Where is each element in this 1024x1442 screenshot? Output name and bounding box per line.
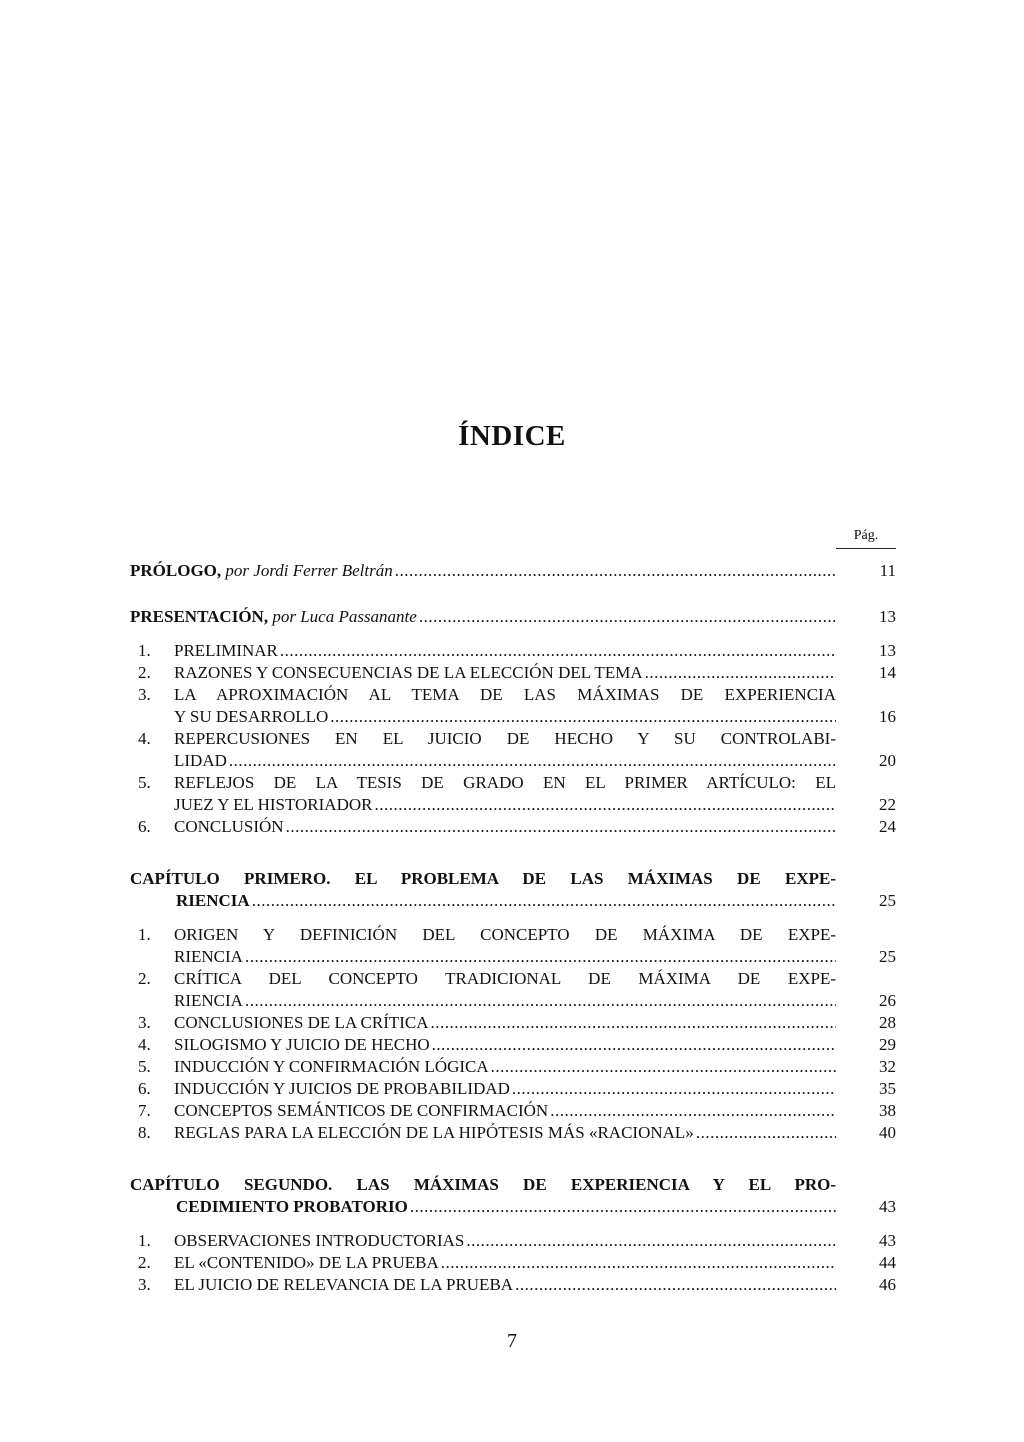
item-text: CONCEPTOS SEMÁNTICOS DE CONFIRMACIÓN — [174, 1101, 549, 1120]
item-text: EL «CONTENIDO» DE LA PRUEBA — [174, 1253, 439, 1272]
chapter-title-continued: CEDIMIENTO PROBATORIO — [176, 1197, 408, 1216]
item-text: INDUCCIÓN Y CONFIRMACIÓN LÓGICA — [174, 1057, 489, 1076]
table-of-contents — [130, 560, 896, 1296]
chapter-1-list — [130, 924, 896, 1144]
list-item — [130, 1012, 896, 1034]
item-number: 1. — [138, 1231, 151, 1250]
item-text: REFLEJOS DE LA TESIS DE GRADO EN EL PRIMER ARTÍCULO: EL — [174, 773, 836, 792]
list-item — [130, 1034, 896, 1056]
item-text-continued: RIENCIA — [174, 947, 243, 966]
dot-leader — [512, 1078, 836, 1100]
item-number: 3. — [138, 685, 151, 704]
chapter-title: CAPÍTULO PRIMERO. EL PROBLEMA DE LAS MÁXIMAS DE EXPE- — [130, 869, 836, 888]
list-item — [130, 1056, 896, 1078]
list-item — [130, 662, 896, 684]
entry-author: por Jordi Ferrer Beltrán — [225, 561, 393, 580]
page-ref: 40 — [879, 1123, 896, 1142]
dot-leader — [491, 1056, 836, 1078]
entry-title: PRÓLOGO, — [130, 561, 222, 580]
list-item — [130, 772, 896, 816]
item-text-continued: RIENCIA — [174, 991, 243, 1010]
item-text: LA APROXIMACIÓN AL TEMA DE LAS MÁXIMAS DE EXPERIENCIA — [174, 685, 836, 704]
dot-leader — [696, 1122, 836, 1144]
item-number: 7. — [138, 1101, 151, 1120]
page-ref: 14 — [879, 663, 896, 682]
item-text: SILOGISMO Y JUICIO DE HECHO — [174, 1035, 430, 1054]
item-number: 5. — [138, 773, 151, 792]
list-item — [130, 924, 896, 968]
dot-leader — [515, 1274, 836, 1296]
dot-leader — [645, 662, 836, 684]
list-item — [130, 640, 896, 662]
dot-leader — [419, 606, 836, 628]
list-item — [130, 1230, 896, 1252]
item-text: RAZONES Y CONSECUENCIAS DE LA ELECCIÓN DEL TEMA — [174, 663, 643, 682]
dot-leader — [431, 1012, 836, 1034]
list-item — [130, 1078, 896, 1100]
item-text: CONCLUSIONES DE LA CRÍTICA — [174, 1013, 429, 1032]
list-item — [130, 968, 896, 1012]
list-item — [130, 1122, 896, 1144]
page-ref: 25 — [879, 947, 896, 966]
item-number: 3. — [138, 1275, 151, 1294]
page-ref: 43 — [879, 1197, 896, 1216]
list-item — [130, 1252, 896, 1274]
item-text: CONCLUSIÓN — [174, 817, 284, 836]
item-text: EL JUICIO DE RELEVANCIA DE LA PRUEBA — [174, 1275, 514, 1294]
dot-leader — [252, 890, 836, 912]
dot-leader — [229, 750, 836, 772]
chapter-title-continued: RIENCIA — [176, 891, 250, 910]
item-number: 1. — [138, 641, 151, 660]
item-number: 5. — [138, 1057, 151, 1076]
toc-entry-prologo — [130, 560, 896, 582]
dot-leader — [466, 1230, 836, 1252]
dot-leader — [395, 560, 836, 582]
page-ref: 46 — [879, 1275, 896, 1294]
toc-entry-chapter-2 — [130, 1174, 896, 1218]
dot-leader — [245, 990, 836, 1012]
dot-leader — [410, 1196, 836, 1218]
dot-leader — [280, 640, 836, 662]
dot-leader — [441, 1252, 836, 1274]
dot-leader — [432, 1034, 836, 1056]
item-number: 1. — [138, 925, 151, 944]
page-title: ÍNDICE — [458, 420, 566, 452]
page-ref: 13 — [879, 607, 896, 626]
toc-entry-chapter-1 — [130, 868, 896, 912]
dot-leader — [245, 946, 836, 968]
item-text-continued: LIDAD — [174, 751, 227, 770]
list-item — [130, 728, 896, 772]
item-number: 2. — [138, 969, 151, 988]
item-text: PRELIMINAR — [174, 641, 278, 660]
chapter-title: CAPÍTULO SEGUNDO. LAS MÁXIMAS DE EXPERIENCIA Y EL PRO- — [130, 1175, 836, 1194]
entry-title: PRESENTACIÓN, — [130, 607, 269, 626]
item-number: 4. — [138, 729, 151, 748]
item-text: REGLAS PARA LA ELECCIÓN DE LA HIPÓTESIS MÁS «RACIONAL» — [174, 1123, 694, 1142]
list-item — [130, 816, 896, 838]
list-item — [130, 684, 896, 728]
list-item — [130, 1100, 896, 1122]
page-ref: 24 — [879, 817, 896, 836]
dot-leader — [374, 794, 836, 816]
item-number: 4. — [138, 1035, 151, 1054]
dot-leader — [330, 706, 836, 728]
chapter-2-list — [130, 1230, 896, 1296]
page-ref: 44 — [879, 1253, 896, 1272]
page-column-header: Pág. — [836, 528, 896, 549]
page-ref: 28 — [879, 1013, 896, 1032]
item-number: 6. — [138, 1079, 151, 1098]
page-ref: 16 — [879, 707, 896, 726]
page-ref: 43 — [879, 1231, 896, 1250]
page-ref: 26 — [879, 991, 896, 1010]
toc-entry-presentacion — [130, 606, 896, 628]
dot-leader — [550, 1100, 836, 1122]
page-ref: 38 — [879, 1101, 896, 1120]
item-number: 6. — [138, 817, 151, 836]
item-text: REPERCUSIONES EN EL JUICIO DE HECHO Y SU CONTROLABI- — [174, 729, 836, 748]
page-ref: 20 — [879, 751, 896, 770]
page-ref: 32 — [879, 1057, 896, 1076]
page-ref: 22 — [879, 795, 896, 814]
item-text: CRÍTICA DEL CONCEPTO TRADICIONAL DE MÁXIMA DE EXPE- — [174, 969, 836, 988]
page-ref: 11 — [879, 561, 896, 580]
item-text: INDUCCIÓN Y JUICIOS DE PROBABILIDAD — [174, 1079, 510, 1098]
item-number: 2. — [138, 1253, 151, 1272]
list-item — [130, 1274, 896, 1296]
item-text: ORIGEN Y DEFINICIÓN DEL CONCEPTO DE MÁXIMA DE EXPE- — [174, 925, 836, 944]
item-number: 8. — [138, 1123, 151, 1142]
page-number: 7 — [507, 1330, 517, 1352]
page-ref: 13 — [879, 641, 896, 660]
page-ref: 35 — [879, 1079, 896, 1098]
page-ref: 25 — [879, 891, 896, 910]
page-ref: 29 — [879, 1035, 896, 1054]
dot-leader — [286, 816, 836, 838]
item-number: 2. — [138, 663, 151, 682]
presentacion-list — [130, 640, 896, 838]
item-text-continued: Y SU DESARROLLO — [174, 707, 329, 726]
item-text: OBSERVACIONES INTRODUCTORIAS — [174, 1231, 465, 1250]
item-text-continued: JUEZ Y EL HISTORIADOR — [174, 795, 373, 814]
item-number: 3. — [138, 1013, 151, 1032]
entry-author: por Luca Passanante — [272, 607, 417, 626]
